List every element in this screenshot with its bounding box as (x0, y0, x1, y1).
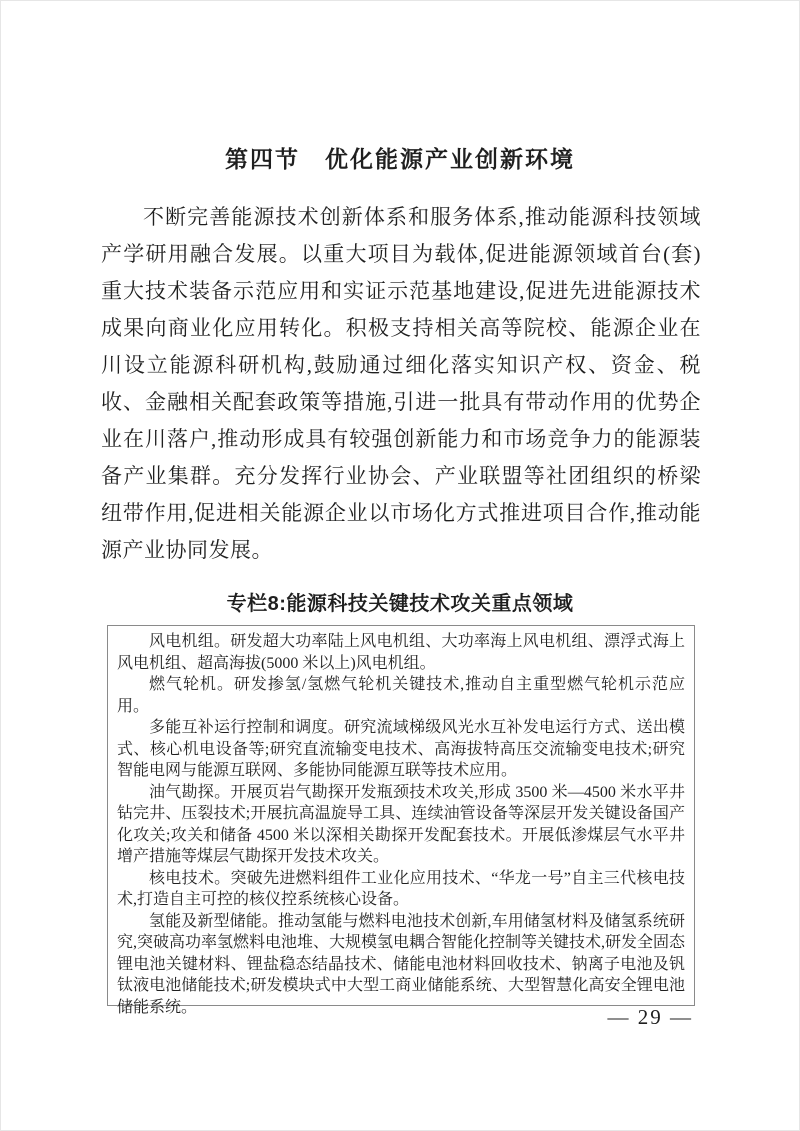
box-paragraph-nuclear-power: 核电技术。突破先进燃料组件工业化应用技术、“华龙一号”自主三代核电技术,打造自主可控的核仪控系统核心设备。 (117, 869, 685, 908)
box-paragraph-multi-energy-dispatch: 多能互补运行控制和调度。研究流域梯级风光水互补发电运行方式、送出模式、核心机电设备等;研究直流输变电技术、高海拔特高压交流输变电技术;研究智能电网与能源互联网、多能协同能源互联等技术应用。 (117, 719, 685, 779)
box-paragraph-wind-turbines: 风电机组。研发超大功率陆上风电机组、大功率海上风电机组、漂浮式海上风电机组、超高海拔(5000 米以上)风电机组。 (117, 633, 685, 672)
body-paragraph: 不断完善能源技术创新体系和服务体系,推动能源科技领域产学研用融合发展。以重大项目为载体,促进能源领域首台(套)重大技术装备示范应用和实证示范基地建设,促进先进能源技术成果向商业化应用转化。积极支持相关高等院校、能源企业在川设立能源科研机构,鼓励通过细化落实知识产权、资金、税收、金融相关配套政策等措施,引进一批具有带动作用的优势企业在川落户,推动形成具有较强创新能力和市场竞争力的能源装备产业集群。充分发挥行业协会、产业联盟等社团组织的桥梁纽带作用,促进相关能源企业以市场化方式推进项目合作,推动能源产业协同发展。 (101, 205, 701, 562)
box-paragraph-hydrogen-storage: 氢能及新型储能。推动氢能与燃料电池技术创新,车用储氢材料及储氢系统研究,突破高功率氢燃料电池堆、大规模氢电耦合智能化控制等关键技术,研发全固态锂电池关键材料、锂盐稳态结晶技术、储能电池材料回收技术、钠离子电池及钒钛液电池储能技术;研发模块式中大型工商业储能系统、大型智慧化高安全锂电池储能系统。 (117, 912, 686, 1016)
box-paragraph-oil-gas-exploration: 油气勘探。开展页岩气勘探开发瓶颈技术攻关,形成 3500 米—4500 米水平井钻完井、压裂技术;开展抗高温旋导工具、连续油管设备等深层开发关键设备国产化攻关;攻关和储备 4500 米以深相关勘探开发配套技术。开展低渗煤层气水平井增产措施等煤层气勘探开发技术攻关。 (117, 783, 685, 865)
box-title: 专栏8:能源科技关键技术攻关重点领域 (226, 593, 574, 615)
page-number: — 29 — (607, 1005, 693, 1029)
page-footer (1, 1005, 799, 1030)
box-paragraph-gas-turbines: 燃气轮机。研发掺氢/氢燃气轮机关键技术,推动自主重型燃气轮机示范应用。 (117, 676, 685, 715)
key-technology-box (107, 625, 695, 1016)
section-title: 第四节 优化能源产业创新环境 (225, 147, 575, 172)
